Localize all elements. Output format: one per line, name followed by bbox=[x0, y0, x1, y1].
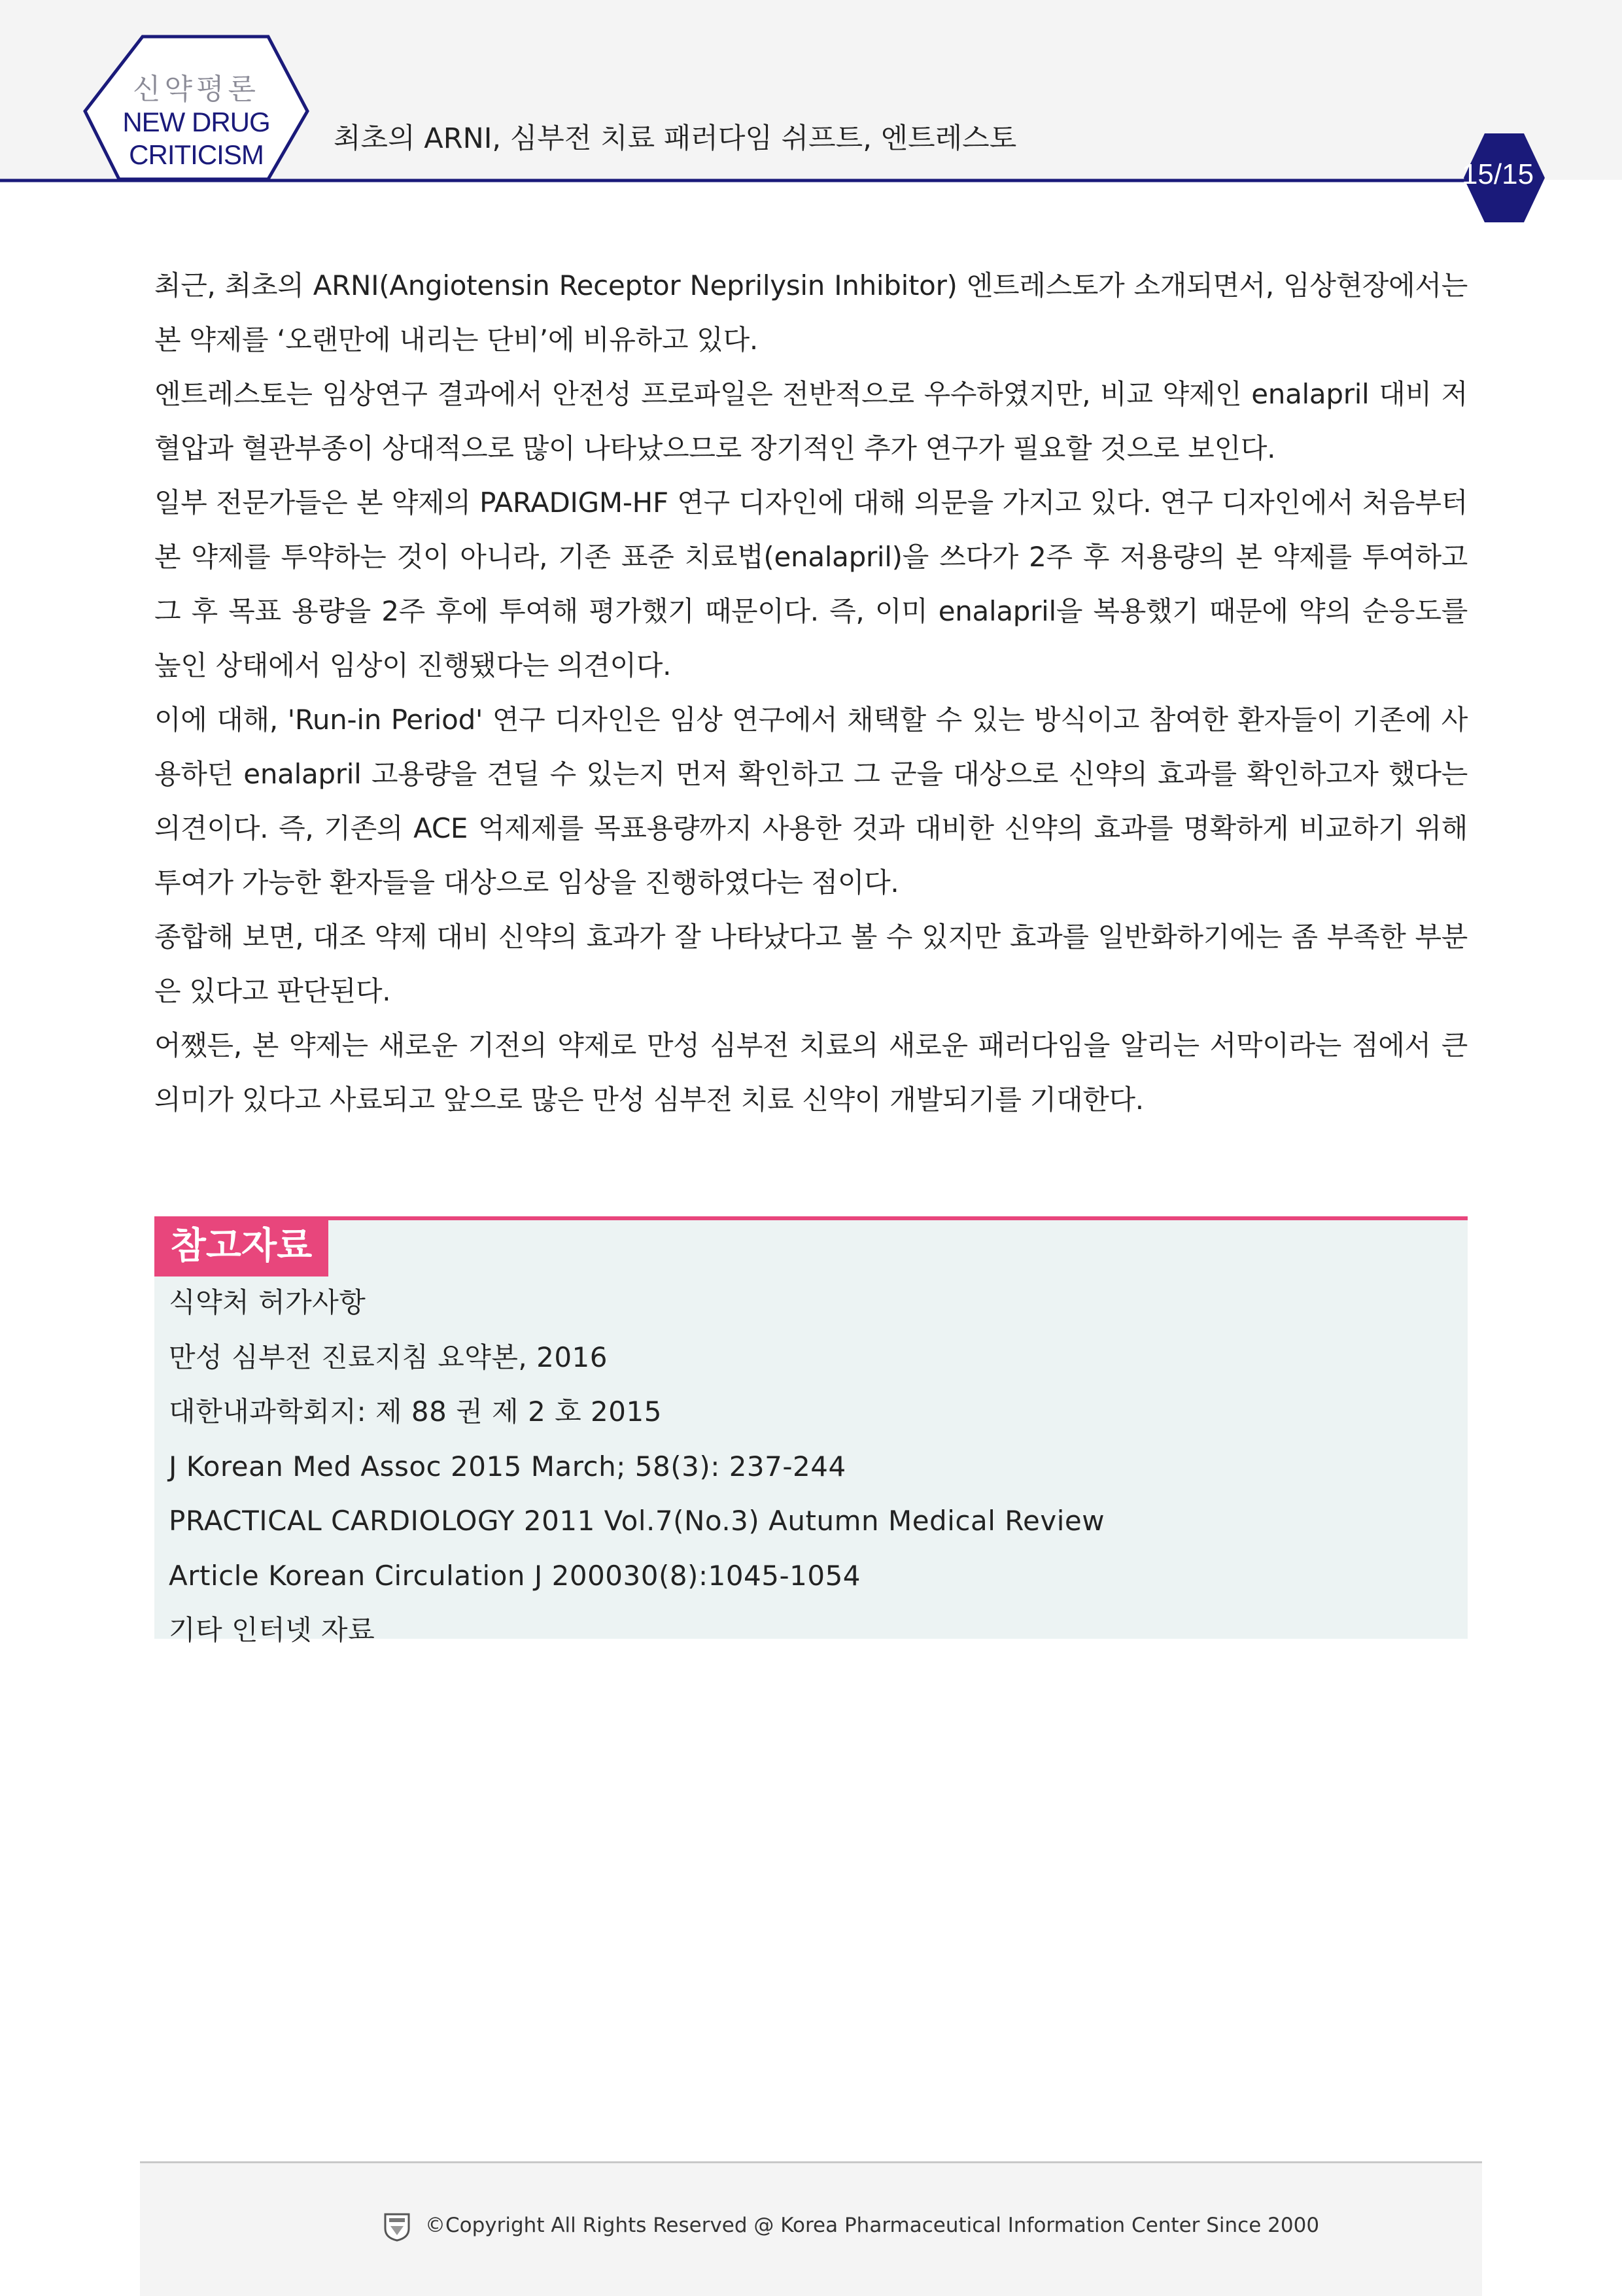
copyright-text: ©Copyright All Rights Reserved @ Korea Pharmaceutical Information Center Since 2000 bbox=[425, 2214, 1320, 2237]
brand-english-line1: NEW DRUG bbox=[122, 107, 270, 137]
paragraph: 일부 전문가들은 본 약제의 PARADIGM-HF 연구 디자인에 대해 의문을 가지고 있다. 연구 디자인에서 처음부터 본 약제를 투약하는 것이 아니라, 기존 표준 치료법(enalapril)을 쓰다가 2주 후 저용량의 본 약제를 투여하고 그 후 목표 용량을 2주 후에 투여해 평가했기 때문이다. 즉, 이미 enalapril을 복용했기 때문에 약의 순응도를 높인 상태에서 임상이 진행됐다는 의견이다. bbox=[154, 487, 1468, 681]
reference-item: PRACTICAL CARDIOLOGY 2011 Vol.7(No.3) Autumn Medical Review bbox=[169, 1505, 1105, 1537]
paragraph: 엔트레스토는 임상연구 결과에서 안전성 프로파일은 전반적으로 우수하였지만, 비교 약제인 enalapril 대비 저혈압과 혈관부종이 상대적으로 많이 나타났으므로 장기적인 추가 연구가 필요할 것으로 보인다. bbox=[154, 378, 1468, 464]
article-body bbox=[154, 258, 1468, 1127]
reference-item: 식약처 허가사항 bbox=[169, 1286, 366, 1318]
references-title: 참고자료 bbox=[154, 1216, 328, 1277]
reference-item: 기타 인터넷 자료 bbox=[169, 1614, 375, 1646]
brand-korean: 신약평론 bbox=[132, 73, 260, 106]
reference-item: 대한내과학회지: 제 88 권 제 2 호 2015 bbox=[169, 1396, 662, 1428]
paragraph: 어쨌든, 본 약제는 새로운 기전의 약제로 만성 심부전 치료의 새로운 패러다임을 알리는 서막이라는 점에서 큰 의미가 있다고 사료되고 앞으로 많은 만성 심부전 치료 신약이 개발되기를 기대한다. bbox=[154, 1029, 1468, 1116]
page-number: 15/15 bbox=[1461, 158, 1534, 190]
paragraph: 이에 대해, 'Run-in Period' 연구 디자인은 임상 연구에서 채택할 수 있는 방식이고 참여한 환자들이 기존에 사용하던 enalapril 고용량을 견딜 수 있는지 먼저 확인하고 그 군을 대상으로 신약의 효과를 확인하고자 했다는 의견이다. 즉, 기존의 ACE 억제제를 목표용량까지 사용한 것과 대비한 신약의 효과를 명확하게 비교하기 위해 투여가 가능한 환자들을 대상으로 임상을 진행하였다는 점이다. bbox=[154, 704, 1468, 899]
reference-item: 만성 심부전 진료지침 요약본, 2016 bbox=[169, 1341, 608, 1373]
document-title: 최초의 ARNI, 심부전 치료 패러다임 쉬프트, 엔트레스토 bbox=[334, 122, 1017, 155]
shield-logo-icon bbox=[383, 2212, 411, 2242]
reference-item: J Korean Med Assoc 2015 March; 58(3): 237-244 bbox=[169, 1450, 846, 1482]
brand-english bbox=[111, 106, 281, 171]
brand-english-line2: CRITICISM bbox=[129, 139, 264, 170]
references-list bbox=[169, 1275, 1105, 1658]
paragraph: 최근, 최초의 ARNI(Angiotensin Receptor Neprilysin Inhibitor) 엔트레스토가 소개되면서, 임상현장에서는 본 약제를 ‘오랜만에 내리는 단비’에 비유하고 있다. bbox=[154, 269, 1468, 356]
paragraph: 종합해 보면, 대조 약제 대비 신약의 효과가 잘 나타났다고 볼 수 있지만 효과를 일반화하기에는 좀 부족한 부분은 있다고 판단된다. bbox=[154, 921, 1468, 1007]
reference-item: Article Korean Circulation J 200030(8):1045-1054 bbox=[169, 1559, 861, 1592]
